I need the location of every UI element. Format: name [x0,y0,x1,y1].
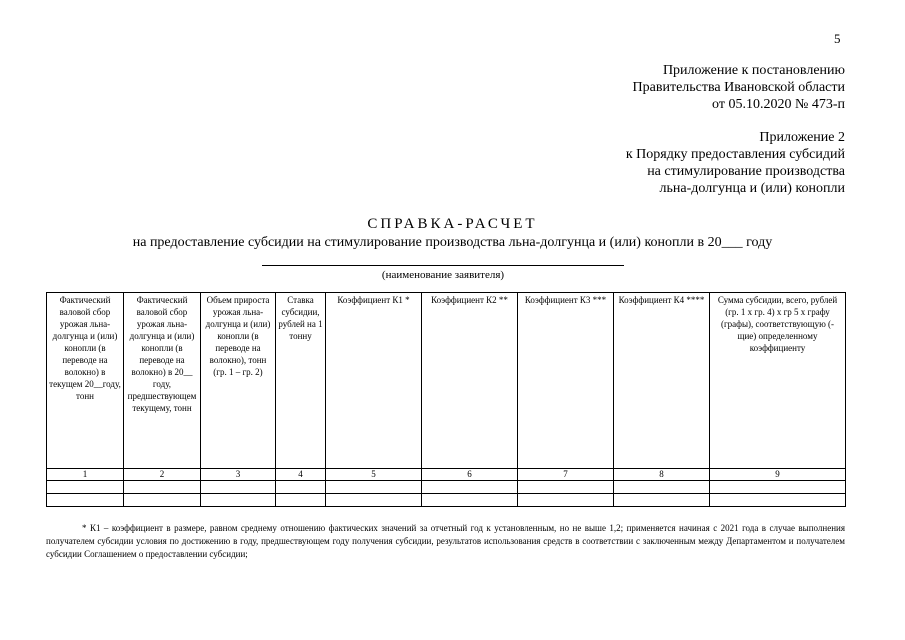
table-cell [614,494,710,507]
applicant-name-line [262,265,624,266]
document-title: СПРАВКА-РАСЧЕТ [367,216,538,232]
table-cell [47,481,124,494]
column-number-cell: 2 [124,469,201,481]
appendix-procedure-line: Приложение 2 [759,130,845,145]
table-header-row [47,293,846,469]
table-header-cell: Фактический валовой сбор урожая льна-долгунца и (или) конопли (в переводе на волокно) в текущем 20__году, тонн [47,293,124,469]
applicant-name-caption: (наименование заявителя) [381,269,505,281]
table-header-cell: Сумма субсидии, всего, рублей (гр. 1 х гр. 4) х гр 5 х графу (графы), соответствующую (-щие) определенному коэффициенту [710,293,846,469]
appendix-procedure-line: на стимулирование производства [647,164,845,179]
appendix-resolution-line: Приложение к постановлению [662,63,845,78]
table-cell [422,481,518,494]
table-header-cell: Коэффициент К2 ** [422,293,518,469]
appendix-resolution-line: Правительства Ивановской области [632,80,845,95]
appendix-procedure-line: льна-долгунца и (или) конопли [659,181,845,196]
appendix-resolution-block [633,62,845,113]
appendix-resolution-line: от 05.10.2020 № 473-п [712,97,845,112]
table-cell [201,494,276,507]
table-cell [710,481,846,494]
table-cell [422,494,518,507]
document-subtitle: на предоставление субсидии на стимулирование производства льна-долгунца и (или) конопли в 20___ году [132,235,773,250]
table-cell [276,494,326,507]
table-row [47,481,846,494]
column-number-cell: 7 [518,469,614,481]
table-cell [518,481,614,494]
column-number-cell: 1 [47,469,124,481]
table-cell [201,481,276,494]
appendix-procedure-line: к Порядку предоставления субсидий [625,147,845,162]
table-header-cell: Ставка субсидии, рублей на 1 тонну [276,293,326,469]
appendix-procedure-block [626,129,845,197]
table-cell [276,481,326,494]
table-header-cell: Коэффициент К3 *** [518,293,614,469]
table-cell [124,481,201,494]
footnote-k1: * К1 – коэффициент в размере, равном среднему отношению фактических значений за отчетный год к установленным, но не выше 1,2; применяется начиная с 2021 года в случае выполнения получателем субсидии условия по достижению в году, предшествующем году получения субсидии, результатов использования средств в соответствии с заключенным между Департаментом и получателем субсидии Соглашением о предоставлении субсидии; [46,523,845,559]
page-number: 5 [834,31,841,46]
table-header-cell: Объем прироста урожая льна-долгунца и (или) конопли (в переводе на волокно), тонн (гр. 1 – гр. 2) [201,293,276,469]
column-number-cell: 8 [614,469,710,481]
column-number-cell: 4 [276,469,326,481]
table-cell [326,481,422,494]
column-number-cell: 5 [326,469,422,481]
table-cell [47,494,124,507]
table-header-cell: Коэффициент К4 **** [614,293,710,469]
table-cell [614,481,710,494]
table-cell [326,494,422,507]
table-cell [518,494,614,507]
table-header-cell: Коэффициент К1 * [326,293,422,469]
table-row [47,494,846,507]
column-number-cell: 9 [710,469,846,481]
table-cell [124,494,201,507]
table-header-cell: Фактический валовой сбор урожая льна-долгунца и (или) конопли (в переводе на волокно) в 20__ году, предшествующем текущему, тонн [124,293,201,469]
table-cell [710,494,846,507]
column-number-cell: 6 [422,469,518,481]
column-number-cell: 3 [201,469,276,481]
calculation-table [46,292,846,507]
table-column-number-row [47,469,846,481]
